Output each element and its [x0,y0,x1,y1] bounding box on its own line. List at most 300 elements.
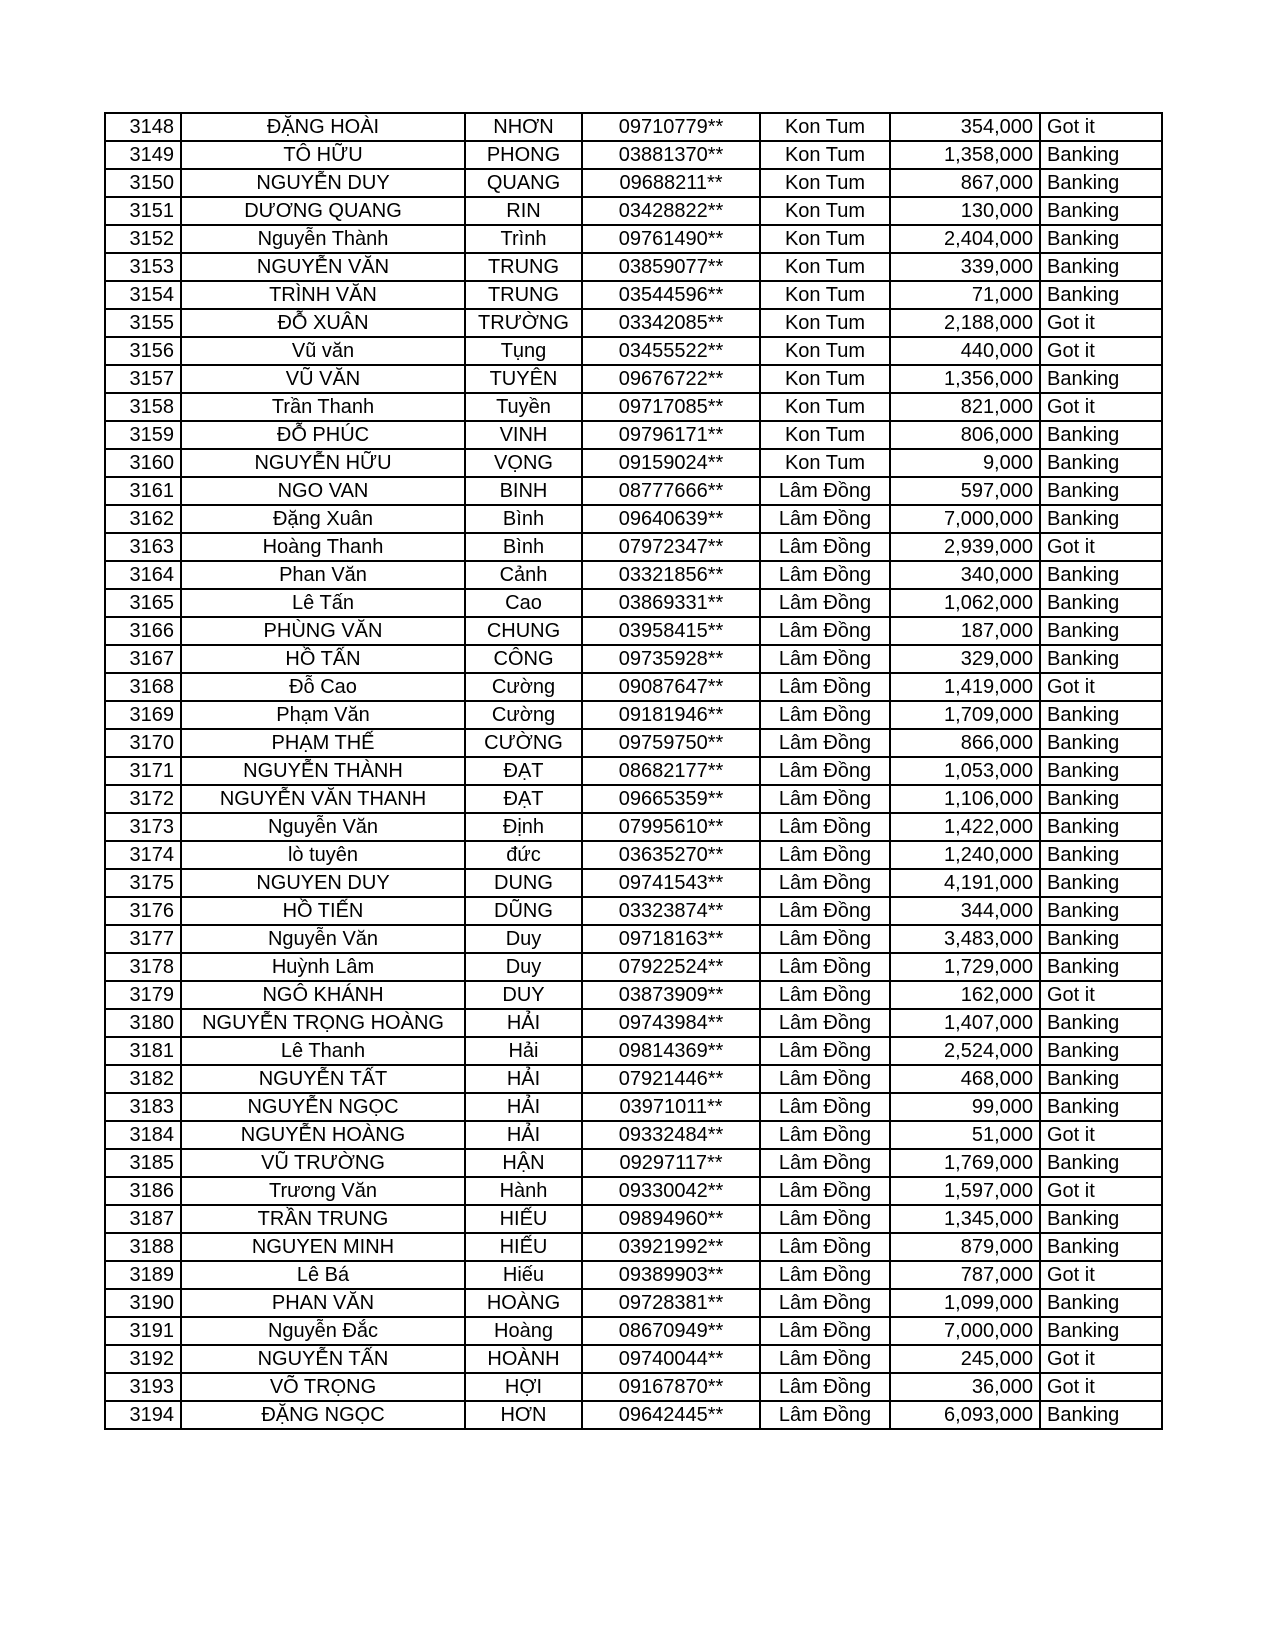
cell-method: Banking [1040,645,1162,673]
cell-amount: 1,422,000 [890,813,1040,841]
cell-method: Banking [1040,701,1162,729]
cell-amount: 162,000 [890,981,1040,1009]
cell-surname: NGUYỄN TẤT [181,1065,465,1093]
cell-phone: 03869331** [582,589,760,617]
cell-amount: 339,000 [890,253,1040,281]
cell-given-name: PHONG [465,141,582,169]
cell-given-name: HƠN [465,1401,582,1429]
table-row [105,337,1162,365]
cell-given-name: HẢI [465,1065,582,1093]
cell-index: 3168 [105,673,181,701]
cell-method: Banking [1040,281,1162,309]
cell-given-name: HIẾU [465,1233,582,1261]
cell-index: 3191 [105,1317,181,1345]
cell-given-name: Cảnh [465,561,582,589]
cell-phone: 09710779** [582,113,760,141]
table-row [105,1009,1162,1037]
cell-amount: 6,093,000 [890,1401,1040,1429]
cell-surname: ĐỖ PHÚC [181,421,465,449]
cell-province: Lâm Đồng [760,617,890,645]
table-row [105,1093,1162,1121]
cell-given-name: HIẾU [465,1205,582,1233]
cell-phone: 07972347** [582,533,760,561]
cell-method: Banking [1040,813,1162,841]
cell-given-name: TRƯỜNG [465,309,582,337]
table-row [105,701,1162,729]
cell-province: Lâm Đồng [760,953,890,981]
cell-amount: 1,106,000 [890,785,1040,813]
cell-index: 3152 [105,225,181,253]
cell-method: Banking [1040,729,1162,757]
table-row [105,1037,1162,1065]
cell-given-name: Trình [465,225,582,253]
cell-method: Banking [1040,365,1162,393]
cell-given-name: VỌNG [465,449,582,477]
cell-method: Banking [1040,757,1162,785]
cell-given-name: HOÀNG [465,1289,582,1317]
cell-amount: 340,000 [890,561,1040,589]
cell-method: Banking [1040,1289,1162,1317]
cell-index: 3159 [105,421,181,449]
cell-given-name: NHƠN [465,113,582,141]
cell-province: Kon Tum [760,337,890,365]
table-row [105,673,1162,701]
cell-method: Banking [1040,169,1162,197]
cell-given-name: ĐẠT [465,785,582,813]
cell-index: 3185 [105,1149,181,1177]
table-row [105,505,1162,533]
table-row [105,393,1162,421]
cell-surname: NGUYỄN NGỌC [181,1093,465,1121]
cell-amount: 99,000 [890,1093,1040,1121]
table-row [105,1121,1162,1149]
cell-amount: 1,729,000 [890,953,1040,981]
cell-surname: NGUYỄN DUY [181,169,465,197]
table-row [105,561,1162,589]
cell-amount: 1,769,000 [890,1149,1040,1177]
cell-amount: 344,000 [890,897,1040,925]
table-row [105,309,1162,337]
cell-province: Kon Tum [760,113,890,141]
cell-method: Got it [1040,1121,1162,1149]
cell-index: 3181 [105,1037,181,1065]
cell-index: 3151 [105,197,181,225]
cell-phone: 09735928** [582,645,760,673]
cell-method: Got it [1040,673,1162,701]
cell-phone: 09181946** [582,701,760,729]
cell-amount: 245,000 [890,1345,1040,1373]
cell-province: Kon Tum [760,141,890,169]
table-row [105,141,1162,169]
cell-method: Got it [1040,337,1162,365]
cell-surname: VÕ TRỌNG [181,1373,465,1401]
cell-amount: 1,345,000 [890,1205,1040,1233]
cell-surname: NGUYEN MINH [181,1233,465,1261]
cell-phone: 07995610** [582,813,760,841]
cell-amount: 867,000 [890,169,1040,197]
table-row [105,841,1162,869]
cell-surname: Đặng Xuân [181,505,465,533]
table-row [105,729,1162,757]
cell-surname: NGUYỄN HOÀNG [181,1121,465,1149]
cell-given-name: VINH [465,421,582,449]
cell-phone: 07922524** [582,953,760,981]
cell-given-name: QUANG [465,169,582,197]
cell-province: Lâm Đồng [760,589,890,617]
cell-amount: 1,419,000 [890,673,1040,701]
cell-phone: 09676722** [582,365,760,393]
cell-phone: 09297117** [582,1149,760,1177]
cell-province: Lâm Đồng [760,925,890,953]
cell-index: 3184 [105,1121,181,1149]
cell-given-name: Cao [465,589,582,617]
cell-province: Lâm Đồng [760,1233,890,1261]
cell-province: Lâm Đồng [760,645,890,673]
cell-phone: 09759750** [582,729,760,757]
cell-surname: PHÙNG VĂN [181,617,465,645]
cell-given-name: đức [465,841,582,869]
cell-index: 3180 [105,1009,181,1037]
cell-phone: 09332484** [582,1121,760,1149]
cell-province: Lâm Đồng [760,1065,890,1093]
cell-surname: ĐẶNG NGỌC [181,1401,465,1429]
cell-amount: 597,000 [890,477,1040,505]
cell-amount: 187,000 [890,617,1040,645]
cell-amount: 1,053,000 [890,757,1040,785]
cell-index: 3183 [105,1093,181,1121]
cell-given-name: HỢI [465,1373,582,1401]
cell-index: 3165 [105,589,181,617]
table-row [105,1401,1162,1429]
cell-amount: 2,404,000 [890,225,1040,253]
cell-method: Banking [1040,141,1162,169]
cell-given-name: Tụng [465,337,582,365]
cell-phone: 09740044** [582,1345,760,1373]
table-row [105,449,1162,477]
cell-province: Kon Tum [760,449,890,477]
cell-phone: 03881370** [582,141,760,169]
cell-index: 3178 [105,953,181,981]
cell-province: Lâm Đồng [760,897,890,925]
cell-surname: NGUYỄN TẤN [181,1345,465,1373]
cell-amount: 36,000 [890,1373,1040,1401]
table-row [105,645,1162,673]
cell-method: Banking [1040,505,1162,533]
cell-given-name: HẢI [465,1093,582,1121]
cell-method: Banking [1040,1093,1162,1121]
cell-index: 3192 [105,1345,181,1373]
cell-given-name: HẢI [465,1009,582,1037]
cell-given-name: Bình [465,533,582,561]
cell-method: Banking [1040,561,1162,589]
table-row [105,253,1162,281]
cell-index: 3149 [105,141,181,169]
cell-province: Kon Tum [760,393,890,421]
cell-amount: 3,483,000 [890,925,1040,953]
table-row [105,617,1162,645]
cell-amount: 7,000,000 [890,1317,1040,1345]
cell-index: 3161 [105,477,181,505]
cell-given-name: CHUNG [465,617,582,645]
cell-index: 3150 [105,169,181,197]
cell-amount: 51,000 [890,1121,1040,1149]
cell-province: Kon Tum [760,253,890,281]
cell-method: Got it [1040,309,1162,337]
cell-surname: Lê Bá [181,1261,465,1289]
cell-given-name: ĐẠT [465,757,582,785]
cell-method: Banking [1040,589,1162,617]
cell-index: 3188 [105,1233,181,1261]
cell-method: Got it [1040,981,1162,1009]
cell-phone: 09717085** [582,393,760,421]
cell-amount: 2,939,000 [890,533,1040,561]
cell-index: 3160 [105,449,181,477]
cell-province: Lâm Đồng [760,1345,890,1373]
cell-method: Banking [1040,841,1162,869]
cell-surname: NGUYỄN THÀNH [181,757,465,785]
cell-surname: NGUYỄN VĂN THANH [181,785,465,813]
cell-index: 3193 [105,1373,181,1401]
cell-index: 3158 [105,393,181,421]
cell-province: Lâm Đồng [760,869,890,897]
cell-province: Lâm Đồng [760,1317,890,1345]
cell-method: Banking [1040,925,1162,953]
cell-surname: VŨ VĂN [181,365,465,393]
cell-surname: TRÌNH VĂN [181,281,465,309]
cell-phone: 09796171** [582,421,760,449]
cell-surname: VŨ TRƯỜNG [181,1149,465,1177]
cell-surname: Hoàng Thanh [181,533,465,561]
cell-method: Banking [1040,449,1162,477]
cell-surname: Lê Thanh [181,1037,465,1065]
cell-surname: NGUYỄN HỮU [181,449,465,477]
cell-index: 3182 [105,1065,181,1093]
cell-province: Lâm Đồng [760,701,890,729]
cell-province: Lâm Đồng [760,841,890,869]
cell-given-name: TRUNG [465,281,582,309]
cell-index: 3179 [105,981,181,1009]
cell-given-name: DŨNG [465,897,582,925]
cell-province: Lâm Đồng [760,673,890,701]
cell-given-name: Hành [465,1177,582,1205]
cell-phone: 03873909** [582,981,760,1009]
cell-amount: 787,000 [890,1261,1040,1289]
cell-province: Kon Tum [760,225,890,253]
cell-province: Lâm Đồng [760,1009,890,1037]
cell-province: Lâm Đồng [760,477,890,505]
cell-amount: 354,000 [890,113,1040,141]
cell-surname: PHAN VĂN [181,1289,465,1317]
cell-amount: 1,597,000 [890,1177,1040,1205]
cell-given-name: Cường [465,701,582,729]
cell-index: 3194 [105,1401,181,1429]
cell-given-name: Tuyền [465,393,582,421]
cell-surname: PHẠM THẾ [181,729,465,757]
cell-surname: HỒ TẤN [181,645,465,673]
cell-amount: 879,000 [890,1233,1040,1261]
cell-province: Lâm Đồng [760,981,890,1009]
cell-index: 3170 [105,729,181,757]
cell-method: Banking [1040,1009,1162,1037]
table-row [105,981,1162,1009]
cell-province: Lâm Đồng [760,505,890,533]
table-row [105,1205,1162,1233]
cell-province: Lâm Đồng [760,785,890,813]
cell-phone: 03971011** [582,1093,760,1121]
cell-phone: 03342085** [582,309,760,337]
table-row [105,813,1162,841]
cell-index: 3173 [105,813,181,841]
cell-surname: Nguyễn Văn [181,813,465,841]
cell-given-name: Định [465,813,582,841]
cell-index: 3186 [105,1177,181,1205]
cell-given-name: CÔNG [465,645,582,673]
cell-amount: 440,000 [890,337,1040,365]
cell-amount: 4,191,000 [890,869,1040,897]
cell-amount: 1,099,000 [890,1289,1040,1317]
cell-amount: 1,240,000 [890,841,1040,869]
cell-index: 3187 [105,1205,181,1233]
table-row [105,477,1162,505]
cell-given-name: HẬN [465,1149,582,1177]
cell-amount: 71,000 [890,281,1040,309]
cell-method: Got it [1040,393,1162,421]
cell-province: Lâm Đồng [760,729,890,757]
table-row [105,281,1162,309]
cell-method: Got it [1040,1177,1162,1205]
cell-index: 3156 [105,337,181,365]
cell-surname: lò tuyên [181,841,465,869]
cell-given-name: HẢI [465,1121,582,1149]
cell-method: Got it [1040,533,1162,561]
cell-given-name: TUYÊN [465,365,582,393]
cell-given-name: Duy [465,925,582,953]
cell-index: 3177 [105,925,181,953]
cell-amount: 1,407,000 [890,1009,1040,1037]
cell-amount: 821,000 [890,393,1040,421]
cell-method: Banking [1040,197,1162,225]
cell-surname: ĐẶNG HOÀI [181,113,465,141]
table-row [105,589,1162,617]
cell-province: Lâm Đồng [760,1149,890,1177]
table-row [105,925,1162,953]
table-row [105,421,1162,449]
cell-given-name: Hoàng [465,1317,582,1345]
cell-index: 3162 [105,505,181,533]
cell-method: Banking [1040,225,1162,253]
cell-province: Lâm Đồng [760,533,890,561]
cell-phone: 03323874** [582,897,760,925]
cell-method: Banking [1040,421,1162,449]
cell-surname: DƯƠNG QUANG [181,197,465,225]
cell-surname: Đỗ Cao [181,673,465,701]
cell-province: Lâm Đồng [760,1205,890,1233]
cell-amount: 7,000,000 [890,505,1040,533]
cell-index: 3175 [105,869,181,897]
cell-index: 3157 [105,365,181,393]
cell-amount: 329,000 [890,645,1040,673]
cell-method: Banking [1040,1401,1162,1429]
cell-province: Lâm Đồng [760,1373,890,1401]
cell-phone: 09688211** [582,169,760,197]
cell-surname: Lê Tấn [181,589,465,617]
table-row [105,1317,1162,1345]
cell-surname: Nguyễn Văn [181,925,465,953]
cell-given-name: RIN [465,197,582,225]
cell-province: Lâm Đồng [760,1093,890,1121]
cell-method: Banking [1040,869,1162,897]
cell-surname: HỒ TIẾN [181,897,465,925]
cell-method: Banking [1040,1233,1162,1261]
cell-phone: 09728381** [582,1289,760,1317]
cell-surname: NGUYỄN VĂN [181,253,465,281]
cell-given-name: DUY [465,981,582,1009]
cell-phone: 09761490** [582,225,760,253]
cell-phone: 09167870** [582,1373,760,1401]
cell-given-name: Hiếu [465,1261,582,1289]
cell-phone: 09642445** [582,1401,760,1429]
cell-index: 3190 [105,1289,181,1317]
table-row [105,897,1162,925]
table-row [105,869,1162,897]
cell-surname: Nguyễn Thành [181,225,465,253]
cell-given-name: Duy [465,953,582,981]
cell-phone: 03321856** [582,561,760,589]
cell-given-name: CƯỜNG [465,729,582,757]
table-row [105,1373,1162,1401]
cell-method: Banking [1040,1065,1162,1093]
cell-phone: 08682177** [582,757,760,785]
payout-table [104,112,1163,1430]
cell-amount: 2,524,000 [890,1037,1040,1065]
cell-method: Banking [1040,253,1162,281]
table-row [105,225,1162,253]
cell-given-name: Cường [465,673,582,701]
cell-amount: 9,000 [890,449,1040,477]
cell-amount: 806,000 [890,421,1040,449]
cell-method: Banking [1040,1317,1162,1345]
cell-amount: 1,062,000 [890,589,1040,617]
cell-surname: NGUYỄN TRỌNG HOÀNG [181,1009,465,1037]
cell-phone: 09330042** [582,1177,760,1205]
table-row [105,169,1162,197]
cell-index: 3171 [105,757,181,785]
cell-index: 3169 [105,701,181,729]
cell-province: Lâm Đồng [760,813,890,841]
table-row [105,1177,1162,1205]
cell-phone: 09665359** [582,785,760,813]
cell-amount: 1,358,000 [890,141,1040,169]
cell-amount: 1,709,000 [890,701,1040,729]
cell-phone: 03428822** [582,197,760,225]
cell-index: 3164 [105,561,181,589]
cell-surname: Phạm Văn [181,701,465,729]
cell-phone: 09159024** [582,449,760,477]
cell-province: Lâm Đồng [760,1121,890,1149]
cell-phone: 08777666** [582,477,760,505]
cell-phone: 03958415** [582,617,760,645]
cell-given-name: Bình [465,505,582,533]
cell-phone: 09718163** [582,925,760,953]
cell-phone: 09743984** [582,1009,760,1037]
table-row [105,1065,1162,1093]
cell-method: Banking [1040,477,1162,505]
table-row [105,1149,1162,1177]
cell-index: 3174 [105,841,181,869]
cell-phone: 08670949** [582,1317,760,1345]
cell-surname: TRẦN TRUNG [181,1205,465,1233]
cell-index: 3163 [105,533,181,561]
